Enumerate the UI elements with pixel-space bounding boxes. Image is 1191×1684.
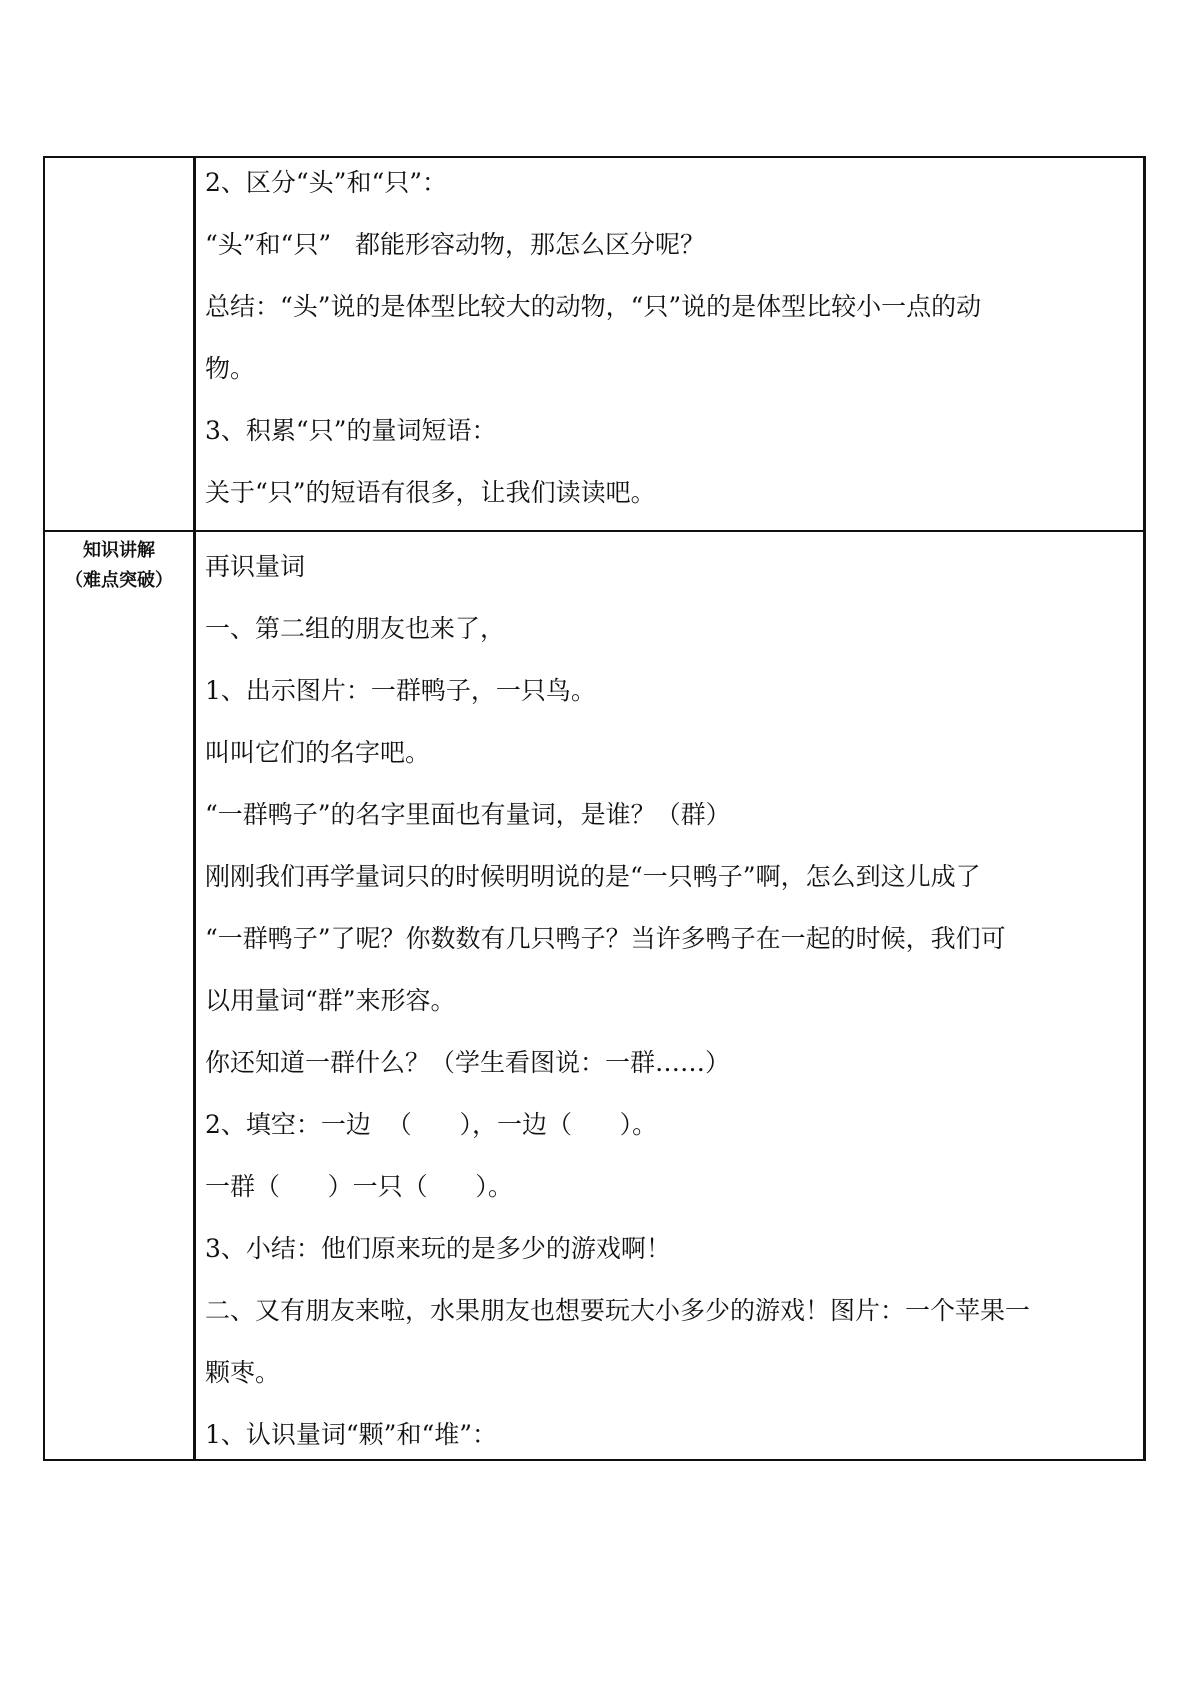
row1-label-cell [45,158,193,530]
row2-label-line2: （难点突破） [65,570,173,591]
row1-line: “头”和“只” 都能形容动物，那怎么区分呢？ [205,230,705,259]
row2-label-cell [45,536,193,596]
row2-content-cell [205,536,1133,1466]
row1-line: 2、区分“头”和“只”： [205,168,448,197]
row2-line: 2、填空：一边 （ ），一边（ ）。 [205,1110,658,1139]
row2-line: 3、小结：他们原来玩的是多少的游戏啊！ [205,1234,671,1263]
row1-line: 总结：“头”说的是体型比较大的动物，“只”说的是体型比较小一点的动 [205,292,982,321]
row1-line: 物。 [205,354,256,383]
row-divider [45,530,1143,532]
row2-line: 以用量词“群”来形容。 [205,986,456,1015]
row1-line: 关于“只”的短语有很多，让我们读读吧。 [205,478,656,507]
row2-line: “一群鸭子”的名字里面也有量词，是谁？（群） [205,800,731,829]
row2-line: 刚刚我们再学量词只的时候明明说的是“一只鸭子”啊，怎么到这儿成了 [205,862,981,891]
column-divider [193,158,196,1459]
row2-line: 1、出示图片：一群鸭子，一只鸟。 [205,676,596,705]
row2-line: 一、第二组的朋友也来了， [205,614,506,643]
row2-line: 颗枣。 [205,1358,281,1387]
row2-line: 一群（ ）一只（ ）。 [205,1172,513,1201]
lesson-table [43,156,1146,1461]
row2-line: 二、又有朋友来啦，水果朋友也想要玩大小多少的游戏！图片：一个苹果一 [205,1296,1031,1325]
row2-label-line1: 知识讲解 [83,540,155,561]
row1-line: 3、积累“只”的量词短语： [205,416,497,445]
row2-line: 你还知道一群什么？（学生看图说：一群……） [205,1048,731,1077]
row1-content-cell [205,152,1133,524]
row2-line: “一群鸭子”了呢？你数数有几只鸭子？当许多鸭子在一起的时候，我们可 [205,924,1006,953]
row2-line: 1、认识量词“颗”和“堆”： [205,1420,498,1449]
row2-line: 叫叫它们的名字吧。 [205,738,431,767]
row2-line: 再识量词 [205,552,306,581]
